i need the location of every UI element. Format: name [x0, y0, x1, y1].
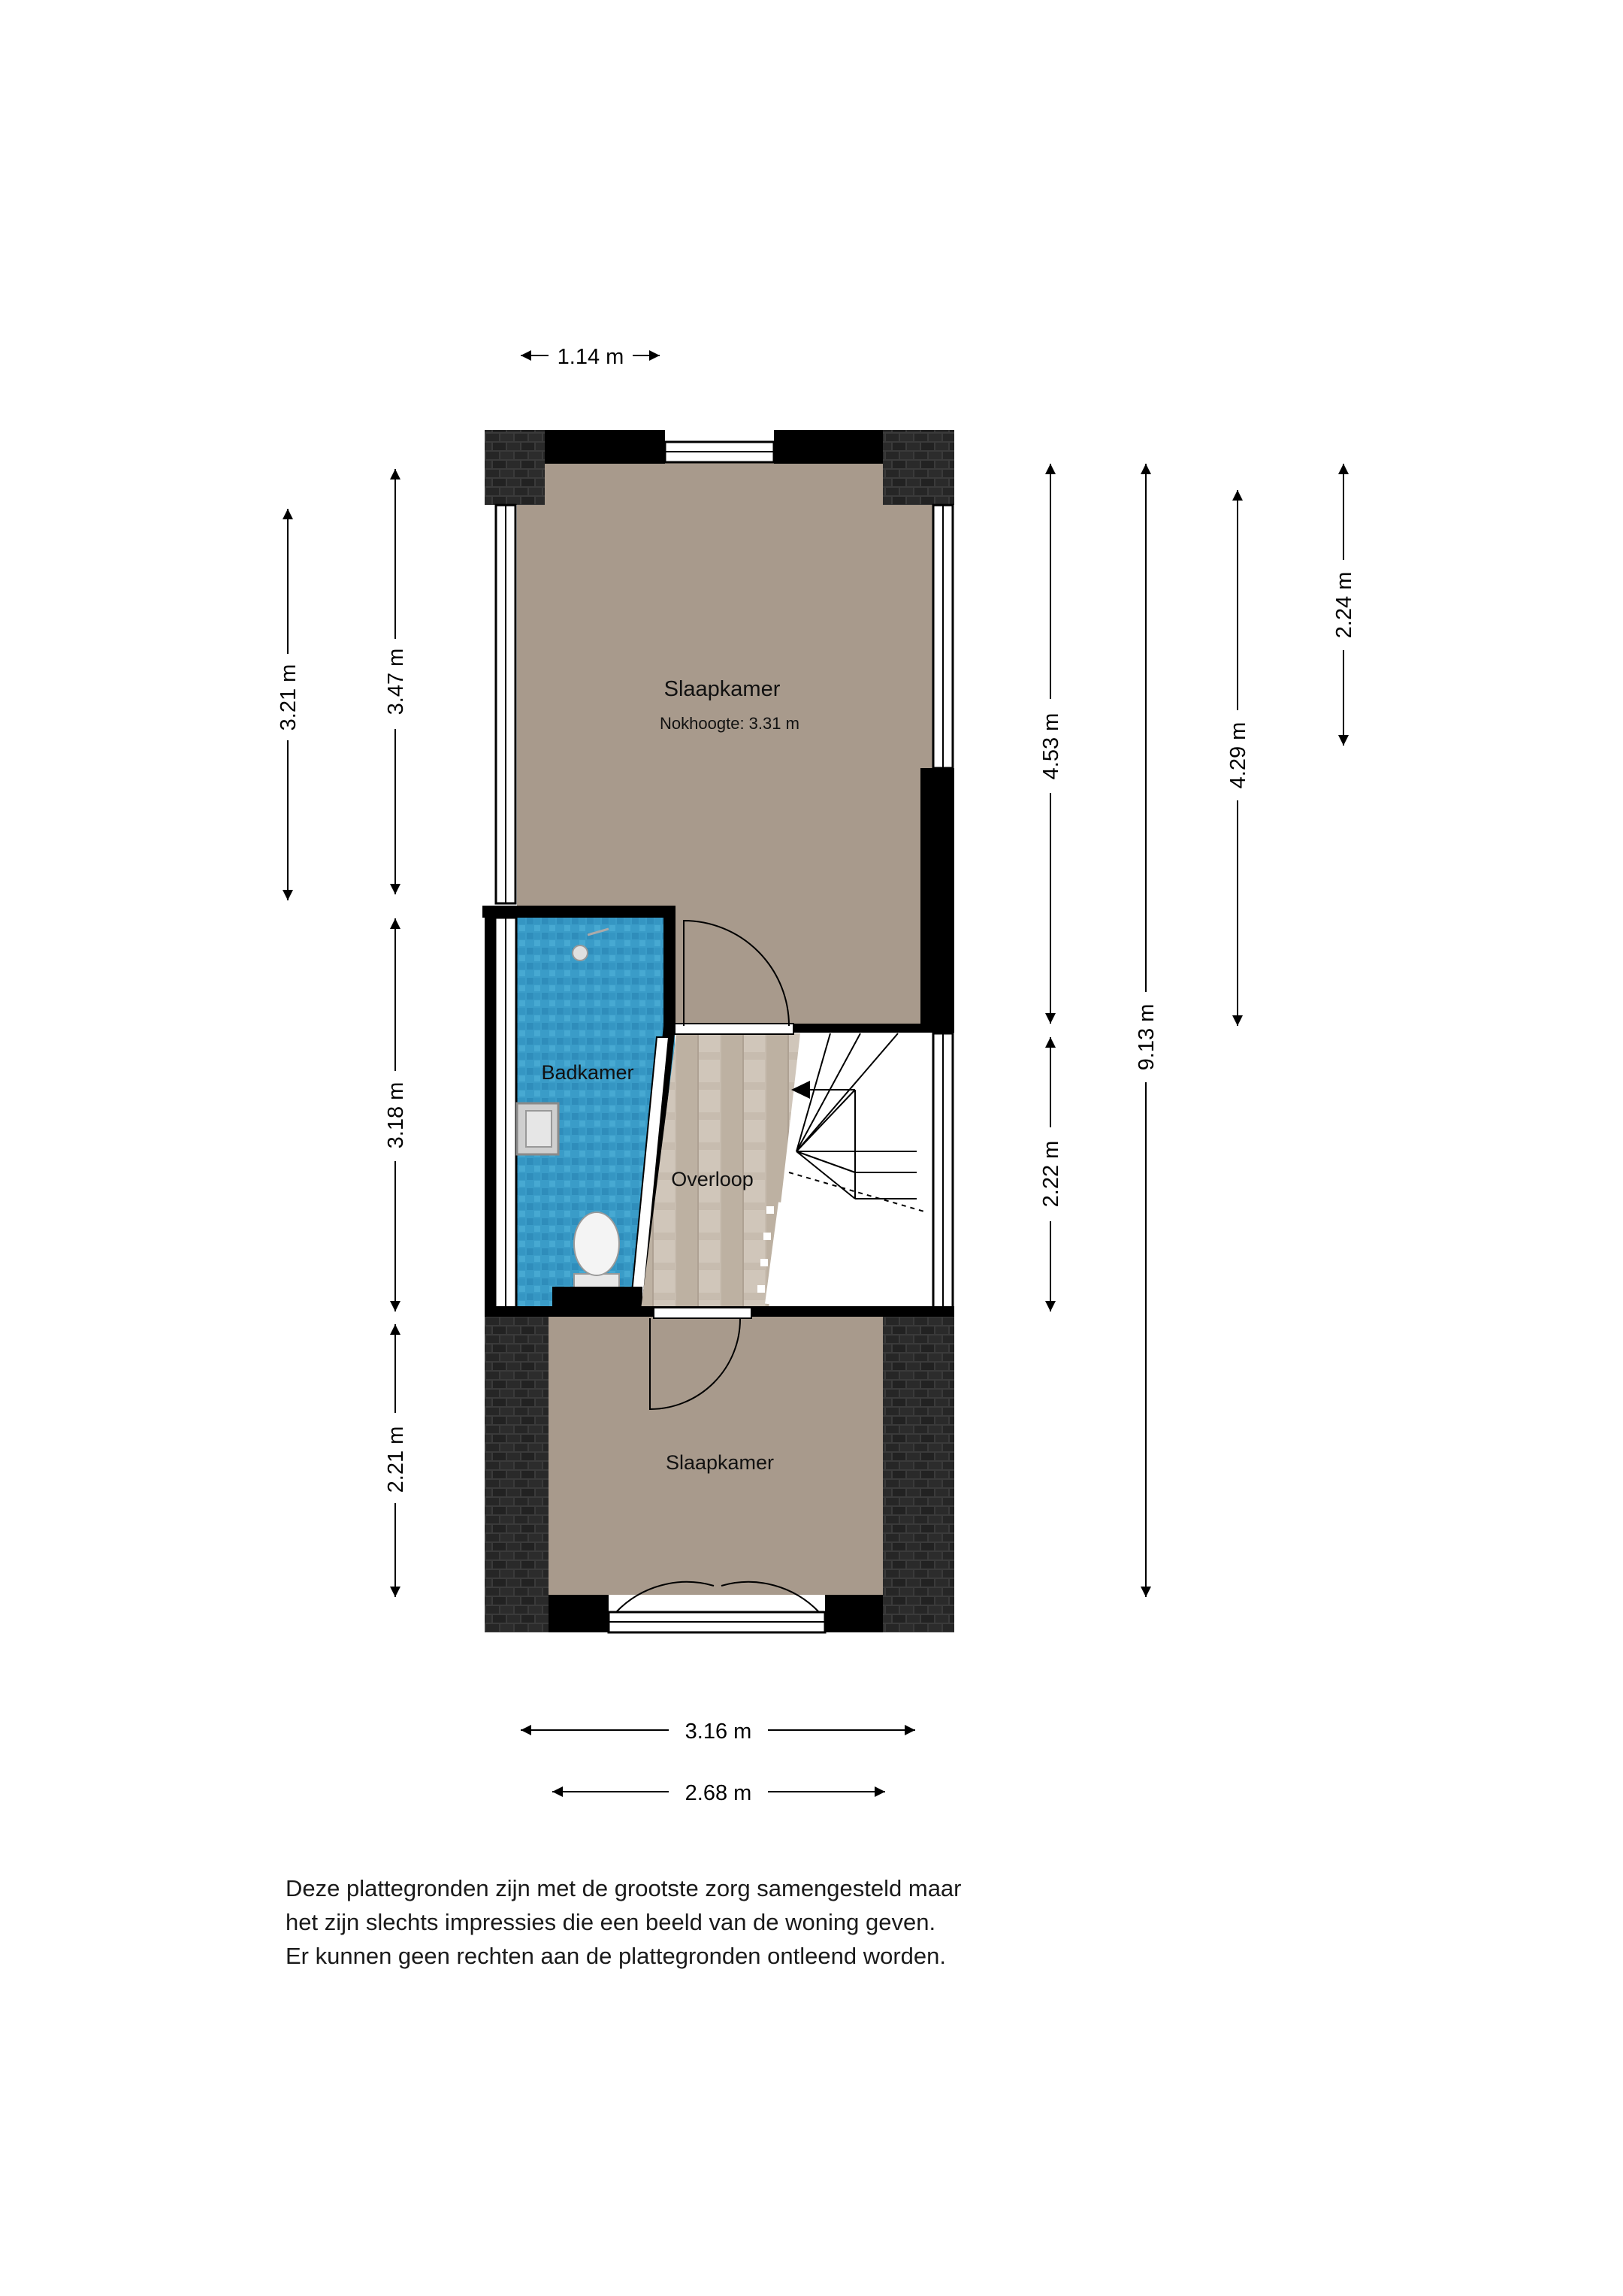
wall	[485, 918, 495, 1316]
room-label-bedroom-bottom: Slaapkamer	[665, 1451, 775, 1474]
room-label-landing: Overloop	[671, 1168, 754, 1190]
dimension-far-right	[1332, 464, 1356, 746]
svg-text:2.24 m: 2.24 m	[1332, 571, 1356, 639]
dimension-left-middle	[384, 918, 408, 1311]
dimension-right-roof	[1226, 490, 1250, 1026]
roof-tiles-top-left	[485, 430, 545, 505]
dimension-right-upper	[1039, 464, 1063, 1024]
dimension-right-lower	[1039, 1037, 1063, 1311]
svg-text:3.16 m: 3.16 m	[685, 1720, 752, 1744]
svg-text:3.47 m: 3.47 m	[384, 648, 408, 715]
wall	[774, 430, 883, 464]
dimension-bottom-outer	[521, 1720, 915, 1744]
svg-text:9.13 m: 9.13 m	[1135, 1003, 1159, 1071]
wall	[825, 1595, 883, 1632]
svg-text:1.14 m: 1.14 m	[557, 345, 624, 369]
room-label-bathroom: Badkamer	[541, 1061, 634, 1084]
dimension-left-outer	[277, 509, 301, 900]
wall	[482, 906, 674, 918]
room-label-bedroom-top: Slaapkamer	[663, 677, 781, 701]
svg-text:4.29 m: 4.29 m	[1226, 721, 1250, 789]
room-note-ridge-height: Nokhoogte: 3.31 m	[660, 714, 799, 733]
svg-text:4.53 m: 4.53 m	[1039, 712, 1063, 780]
svg-text:3.18 m: 3.18 m	[384, 1081, 408, 1149]
door-frame-bottom	[654, 1308, 751, 1318]
wall	[663, 906, 675, 1030]
disclaimer-line: het zijn slechts impressies die een beeld van de woning geven.	[286, 1909, 936, 1935]
svg-text:2.21 m: 2.21 m	[384, 1426, 408, 1493]
svg-text:2.22 m: 2.22 m	[1039, 1140, 1063, 1208]
dimension-left-lower	[384, 1324, 408, 1597]
disclaimer-text	[286, 1871, 962, 1973]
wall	[545, 430, 665, 464]
dimension-left-upper	[384, 469, 408, 894]
dimension-top-width	[521, 345, 660, 369]
toilet-icon	[574, 1212, 619, 1293]
wall	[793, 1024, 954, 1033]
wall	[549, 1595, 609, 1632]
dimension-total-length	[1135, 464, 1159, 1597]
roof-tiles-bottom-left	[485, 1317, 549, 1632]
roof-tiles-bottom-right	[883, 1317, 954, 1632]
dimension-bottom-inner	[552, 1781, 885, 1805]
wall	[920, 768, 954, 1026]
disclaimer-line: Deze plattegronden zijn met de grootste zorg samengesteld maar	[286, 1875, 962, 1901]
door-frame-top	[675, 1024, 793, 1034]
staircase	[781, 1033, 935, 1308]
svg-text:2.68 m: 2.68 m	[685, 1781, 752, 1805]
disclaimer-line: Er kunnen geen rechten aan de plattegronden ontleend worden.	[286, 1943, 947, 1969]
svg-text:3.21 m: 3.21 m	[277, 664, 301, 731]
roof-tiles-top-right	[883, 430, 954, 505]
